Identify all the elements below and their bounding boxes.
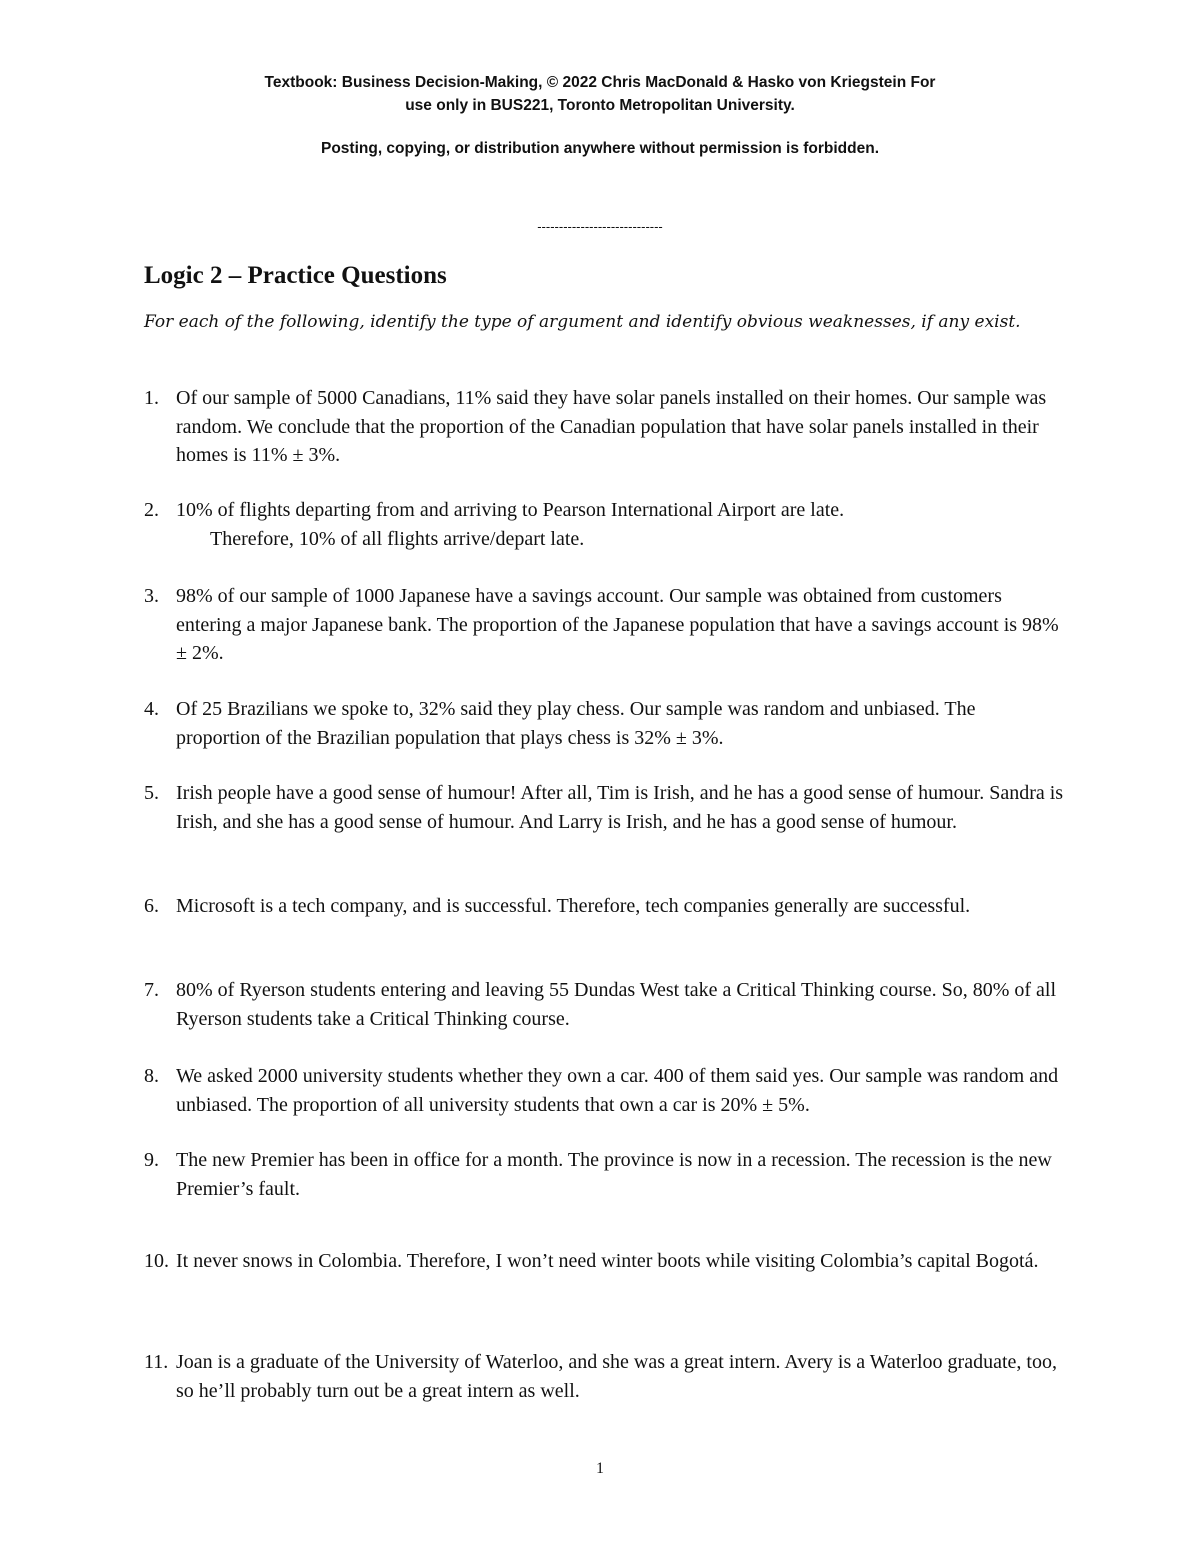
question-text-continued: Therefore, 10% of all flights arrive/depart late. <box>210 527 585 550</box>
separator: ----------------------------- <box>537 219 663 234</box>
question-number: 3. <box>144 585 159 607</box>
question-number: 11. <box>144 1351 169 1373</box>
question-number: 1. <box>144 387 159 409</box>
header-line-2: use only in BUS221, Toronto Metropolitan University. <box>405 97 795 114</box>
question-item <box>144 1348 1064 1405</box>
question-text: Microsoft is a tech company, and is successful. Therefore, tech companies generally are successful. <box>176 895 971 917</box>
question-number: 5. <box>144 782 159 804</box>
question-number: 2. <box>144 499 159 521</box>
header-line-1: Textbook: Business Decision-Making, © 2022 Chris MacDonald & Hasko von Kriegstein For <box>264 74 936 91</box>
question-item <box>144 695 1064 752</box>
question-text: Joan is a graduate of the University of Waterloo, and she was a great intern. Avery is a Waterloo graduate, too, so he’ll probably turn out be a great intern as well. <box>176 1351 1057 1402</box>
question-text: Irish people have a good sense of humour! After all, Tim is Irish, and he has a good sense of humour. Sandra is Irish, and she has a good sense of humour. And Larry is Irish, and he has a good sense of humour. <box>176 782 1064 833</box>
question-text: 10% of flights departing from and arriving to Pearson International Airport are late. <box>176 499 845 521</box>
question-number: 10. <box>144 1250 169 1272</box>
question-number: 8. <box>144 1065 159 1087</box>
question-item <box>144 384 1064 470</box>
question-number: 9. <box>144 1149 159 1171</box>
question-number: 6. <box>144 895 159 917</box>
page-title: Logic 2 – Practice Questions <box>144 262 447 289</box>
question-text: 80% of Ryerson students entering and leaving 55 Dundas West take a Critical Thinking course. So, 80% of all Ryerson students take a Critical Thinking course. <box>176 979 1057 1030</box>
question-item <box>144 1247 1064 1276</box>
question-text: We asked 2000 university students whether they own a car. 400 of them said yes. Our sample was random and unbiased. The proportion of all university students that own a car is 20% ± 5%. <box>176 1065 1059 1116</box>
question-item <box>144 892 1064 921</box>
question-item <box>144 496 1064 553</box>
question-text: Of 25 Brazilians we spoke to, 32% said they play chess. Our sample was random and unbiased. The proportion of the Brazilian population that plays chess is 32% ± 3%. <box>176 698 976 749</box>
question-item <box>144 976 1064 1033</box>
question-number: 4. <box>144 698 159 720</box>
question-text: 98% of our sample of 1000 Japanese have a savings account. Our sample was obtained from customers entering a major Japanese bank. The proportion of the Japanese population that have a savings account is 98% ± 2%. <box>176 585 1059 664</box>
page-number: 1 <box>596 1460 604 1477</box>
question-number: 7. <box>144 979 159 1001</box>
question-item <box>144 1146 1064 1203</box>
question-text: It never snows in Colombia. Therefore, I won’t need winter boots while visiting Colombia’s capital Bogotá. <box>176 1250 1039 1272</box>
question-text: Of our sample of 5000 Canadians, 11% said they have solar panels installed on their homes. Our sample was random. We conclude that the proportion of the Canadian population that have solar panels installed in their homes is 11% ± 3%. <box>176 387 1047 466</box>
question-item <box>144 582 1064 668</box>
question-item <box>144 779 1064 836</box>
question-text: The new Premier has been in office for a month. The province is now in a recession. The recession is the new Premier’s fault. <box>176 1149 1052 1200</box>
header-notice: Posting, copying, or distribution anywhere without permission is forbidden. <box>320 140 880 157</box>
instructions: For each of the following, identify the type of argument and identify obvious weaknesses, if any exist. <box>144 312 1021 332</box>
question-item <box>144 1062 1064 1119</box>
